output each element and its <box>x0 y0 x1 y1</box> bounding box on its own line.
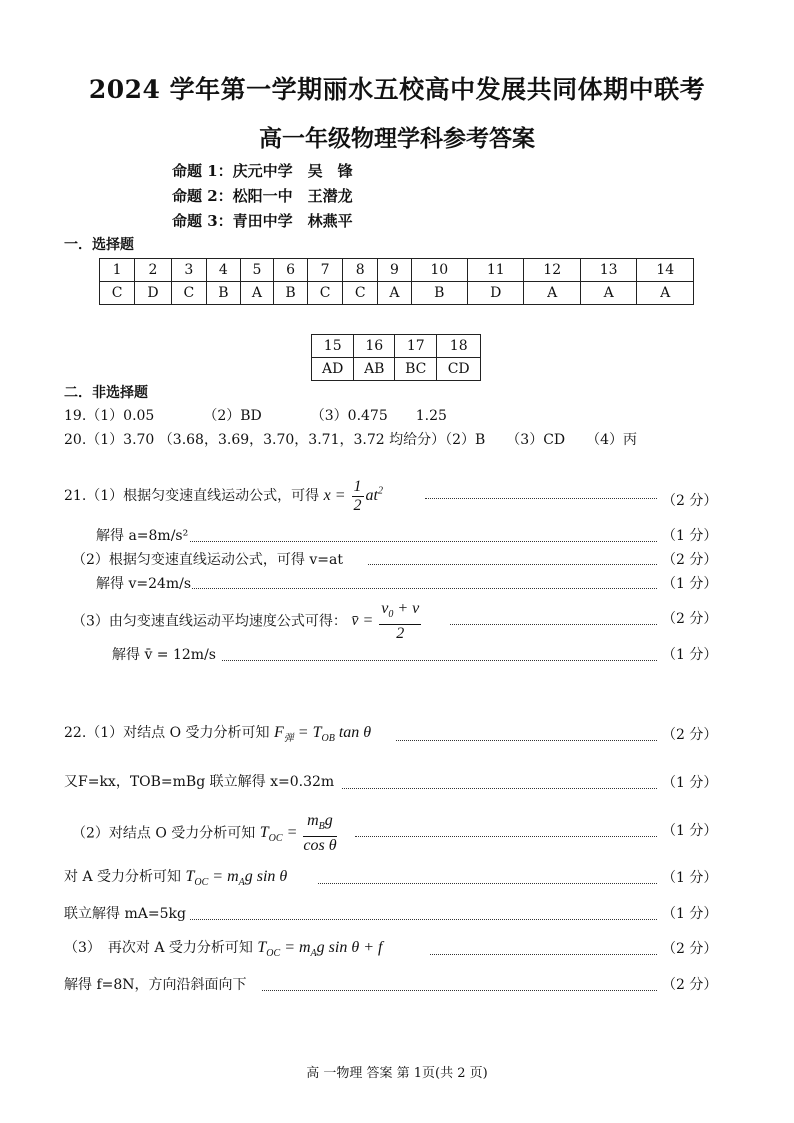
table-row-numbers <box>312 335 481 358</box>
leader-dots <box>450 624 657 625</box>
q22-line-5: 联立解得 mA=5kg <box>64 906 186 922</box>
formula-f-spring: $F_弹 = T_{OB}$ tan θ <box>274 724 372 745</box>
score: （2 分） <box>662 727 718 743</box>
q22-line-3 <box>72 812 339 855</box>
score: （2 分） <box>662 977 718 993</box>
q22-line-2: 又F=kx，TOB=mBg 联立解得 x=0.32m <box>64 774 335 790</box>
formula-vbar: v̄ = $\frac{v_0 + v}{2}$ <box>351 600 420 643</box>
formula-toc-3: $T_{OC} = m_Ag$ sin θ + f <box>257 939 383 960</box>
author-2: 命题 2：松阳一中 王潜龙 <box>172 187 353 205</box>
q21-text-1: 21.（1）根据匀变速直线运动公式，可得 <box>64 488 320 505</box>
table-cell: 10 <box>411 259 467 282</box>
q21-text-5: （3）由匀变速直线运动平均速度公式可得： <box>72 613 347 630</box>
author-1: 命题 1：庆元中学 吴 锋 <box>172 162 353 180</box>
q22-line-4 <box>64 866 287 888</box>
table-cell: 13 <box>580 259 636 282</box>
table-cell: B <box>206 282 240 305</box>
q22-line-7: 解得 f=8N，方向沿斜面向下 <box>64 977 247 993</box>
table-cell: B <box>411 282 467 305</box>
q22-text-4: 对 A 受力分析可知 <box>64 869 182 885</box>
score: （1 分） <box>662 528 718 544</box>
q21-line-4: 解得 v=24m/s <box>96 576 192 592</box>
table-cell: AD <box>312 358 354 381</box>
leader-dots <box>430 954 657 955</box>
q21-line-3: （2）根据匀变速直线运动公式，可得 v=at <box>72 552 343 568</box>
leader-dots <box>190 541 657 542</box>
leader-dots <box>262 990 657 991</box>
table-cell: A <box>637 282 694 305</box>
table-cell: C <box>343 282 378 305</box>
leader-dots <box>396 740 657 741</box>
answer-19: 19.（1）0.05 （2）BD （3）0.475 1.25 <box>64 408 447 424</box>
answer-table-2 <box>311 334 481 381</box>
leader-dots <box>425 498 657 499</box>
leader-dots <box>342 788 657 789</box>
table-cell: AB <box>354 358 395 381</box>
q21-line-6: 解得 v̄ = 12m/s <box>112 647 216 663</box>
table-cell: 15 <box>312 335 354 358</box>
formula-x: x = $\frac{1}{2}$ $at^2$ <box>323 478 383 514</box>
table-cell: BC <box>395 358 437 381</box>
table-cell: 11 <box>468 259 524 282</box>
page-title: 2024 学年第一学期丽水五校高中发展共同体期中联考 <box>88 75 706 104</box>
table-cell: 14 <box>637 259 694 282</box>
table-cell: B <box>274 282 308 305</box>
page-footer: 高 一物理 答案 第 1页(共 2 页) <box>306 1066 488 1081</box>
table-cell: D <box>135 282 172 305</box>
table-cell: 2 <box>135 259 172 282</box>
formula-toc-2: $T_{OC} = m_Ag$ sin θ <box>185 868 288 889</box>
score: （2 分） <box>662 493 718 509</box>
formula-toc-1: $T_{OC}$ = $\frac{m_Bg}{\text{cos θ}}$ <box>259 812 337 855</box>
table-cell: C <box>171 282 206 305</box>
table-cell: 8 <box>343 259 378 282</box>
table-cell: C <box>307 282 342 305</box>
author-3: 命题 3：青田中学 林燕平 <box>172 212 353 230</box>
table-cell: A <box>524 282 580 305</box>
table-cell: 12 <box>524 259 580 282</box>
table-cell: CD <box>437 358 481 381</box>
table-row-answers <box>312 358 481 381</box>
score: （1 分） <box>662 906 718 922</box>
table-cell: 17 <box>395 335 437 358</box>
leader-dots <box>318 883 657 884</box>
score: （1 分） <box>662 576 718 592</box>
q21-line-2: 解得 a=8m/s² <box>96 528 189 544</box>
score: （2 分） <box>662 941 718 957</box>
table-row-answers <box>100 282 694 305</box>
q21-line-5 <box>72 600 423 643</box>
table-cell: 3 <box>171 259 206 282</box>
page-subtitle: 高一年级物理学科参考答案 <box>259 125 535 152</box>
table-cell: 7 <box>307 259 342 282</box>
table-cell: D <box>468 282 524 305</box>
table-cell: 4 <box>206 259 240 282</box>
q22-line-6 <box>64 937 382 959</box>
q22-text-3: （2）对结点 O 受力分析可知 <box>72 825 256 842</box>
score: （1 分） <box>662 823 718 839</box>
table-cell: 16 <box>354 335 395 358</box>
table-row-numbers <box>100 259 694 282</box>
leader-dots <box>192 588 657 589</box>
q22-line-1 <box>64 722 371 744</box>
leader-dots <box>190 919 657 920</box>
section-nonchoice-title: 二．非选择题 <box>64 385 148 401</box>
table-cell: A <box>378 282 411 305</box>
leader-dots <box>368 564 657 565</box>
leader-dots <box>355 836 657 837</box>
table-cell: C <box>100 282 135 305</box>
table-cell: A <box>240 282 273 305</box>
table-cell: 18 <box>437 335 481 358</box>
score: （1 分） <box>662 647 718 663</box>
answer-20: 20.（1）3.70 （3.68，3.69，3.70，3.71，3.72 均给分）（2）B （3）CD （4）丙 <box>64 432 638 448</box>
score: （2 分） <box>662 552 718 568</box>
table-cell: 6 <box>274 259 308 282</box>
score: （2 分） <box>662 611 718 627</box>
answer-table-1 <box>99 258 694 305</box>
q21-line-1 <box>64 478 383 515</box>
table-cell: 5 <box>240 259 273 282</box>
table-cell: 9 <box>378 259 411 282</box>
score: （1 分） <box>662 775 718 791</box>
q22-text-1: 22.（1）对结点 O 受力分析可知 <box>64 725 270 741</box>
q22-text-6: （3） 再次对 A 受力分析可知 <box>64 940 253 956</box>
section-choice-title: 一．选择题 <box>64 237 134 253</box>
table-cell: 1 <box>100 259 135 282</box>
score: （1 分） <box>662 870 718 886</box>
table-cell: A <box>580 282 636 305</box>
leader-dots <box>222 660 657 661</box>
